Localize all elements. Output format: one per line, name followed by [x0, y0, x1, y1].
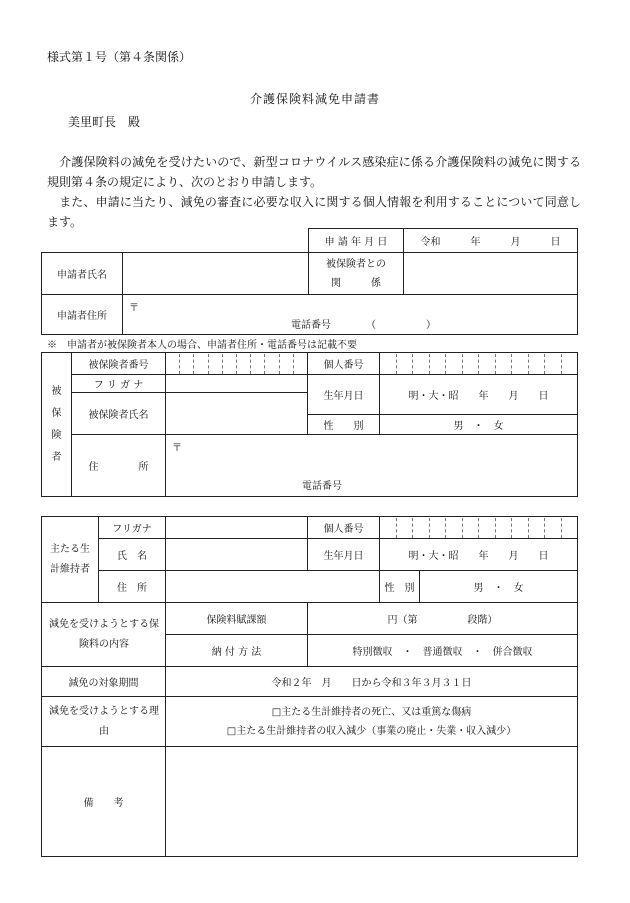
applicant-note: ※ 申請者が被保険者本人の場合、申請者住所・電話番号は記載不要	[47, 340, 357, 351]
application-date-label: 申 請 年 月 日	[309, 229, 404, 253]
supporter-side-label: 主たる生計維持者	[42, 517, 99, 603]
applicant-name-field[interactable]	[123, 253, 309, 295]
consent-paragraph: また、申請に当たり、減免の審査に必要な収入に関する個人情報を利用することについて同意します。	[47, 195, 581, 229]
insured-gender-field[interactable]: 男 ・ 女	[380, 415, 578, 435]
insured-birth-field[interactable]: 明・大・昭 年 月 日	[380, 375, 578, 415]
applicant-address-field[interactable]	[123, 295, 578, 335]
period-field[interactable]: 令和２年 月 日から令和３年３月３１日	[166, 667, 578, 697]
supporter-name-label: 氏 名	[99, 539, 166, 571]
payment-method-field[interactable]: 特別徴収 ・ 普通徴収 ・ 併合徴収	[308, 635, 578, 667]
reason-options	[166, 697, 578, 747]
insured-side-label: 被保険者	[42, 353, 72, 497]
payment-method-label: 納 付 方 法	[166, 635, 308, 667]
remarks-label: 備 考	[42, 747, 166, 857]
relation-label: 被保険者との 関 係	[309, 253, 404, 295]
insured-phone-label: 電話番号	[302, 481, 342, 492]
applicant-address-label: 申請者住所	[42, 295, 123, 335]
insured-name-label: 被保険者氏名	[72, 393, 166, 435]
insured-address-field[interactable]	[166, 435, 578, 497]
applicant-phone-label: 電話番号 （ ）	[291, 320, 436, 331]
applicant-table	[41, 228, 578, 335]
supporter-birth-field[interactable]: 明・大・昭 年 月 日	[380, 539, 578, 571]
insured-address-label: 住 所	[72, 435, 166, 497]
supporter-gender-field[interactable]: 男 ・ 女	[420, 571, 578, 603]
insured-number-label: 被保険者番号	[72, 353, 166, 375]
remarks-field[interactable]	[166, 747, 578, 857]
supporter-name-field[interactable]	[166, 539, 308, 571]
period-label: 減免の対象期間	[42, 667, 166, 697]
insured-furigana-label: フ リ ガ ナ	[72, 375, 166, 393]
supporter-birth-label: 生年月日	[308, 539, 380, 571]
premium-assessed-field[interactable]: 円（第 段階）	[308, 603, 578, 635]
premium-section-label: 減免を受けようとする保険料の内容	[42, 603, 166, 667]
insured-gender-label: 性 別	[308, 415, 380, 435]
supporter-gender-label: 性 別	[380, 571, 420, 603]
insured-birth-label: 生年月日	[308, 375, 380, 415]
insured-table	[41, 352, 578, 497]
insured-number-field[interactable]	[166, 353, 308, 375]
form-number: 様式第１号（第４条関係）	[47, 50, 192, 64]
intro-paragraph: 介護保険料の減免を受けたいので、新型コロナウイルス感染症に係る介護保険料の減免に関する規則第４条の規定により、次のとおり申請します。	[47, 155, 581, 189]
reason-option-income-decrease[interactable]: □主たる生計維持者の収入減少（事業の廃止・失業・収入減少）	[226, 725, 517, 737]
supporter-address-field[interactable]	[166, 571, 380, 603]
supporter-furigana-label: フリガナ	[99, 517, 166, 539]
relation-field[interactable]	[404, 253, 578, 295]
postal-mark: 〒	[172, 443, 182, 454]
premium-assessed-label: 保険料賦課額	[166, 603, 308, 635]
application-date-field[interactable]: 令和 年 月 日	[404, 229, 578, 253]
insured-name-field[interactable]	[166, 393, 308, 435]
insured-personal-number-field[interactable]	[380, 353, 578, 375]
reason-label: 減免を受けようとする理由	[42, 697, 166, 747]
form-title: 介護保険料減免申請書	[249, 92, 380, 106]
supporter-personal-number-field[interactable]	[380, 517, 578, 539]
postal-mark: 〒	[129, 303, 139, 314]
insured-furigana-field[interactable]	[166, 375, 308, 393]
supporter-personal-number-label: 個人番号	[308, 517, 380, 539]
supporter-furigana-field[interactable]	[166, 517, 308, 539]
main-form-table	[41, 516, 578, 857]
insured-personal-number-label: 個人番号	[308, 353, 380, 375]
applicant-name-label: 申請者氏名	[42, 253, 123, 295]
supporter-address-label: 住 所	[99, 571, 166, 603]
addressee: 美里町長 殿	[68, 115, 141, 129]
reason-option-death[interactable]: □主たる生計維持者の死亡、又は重篤な傷病	[271, 706, 472, 718]
